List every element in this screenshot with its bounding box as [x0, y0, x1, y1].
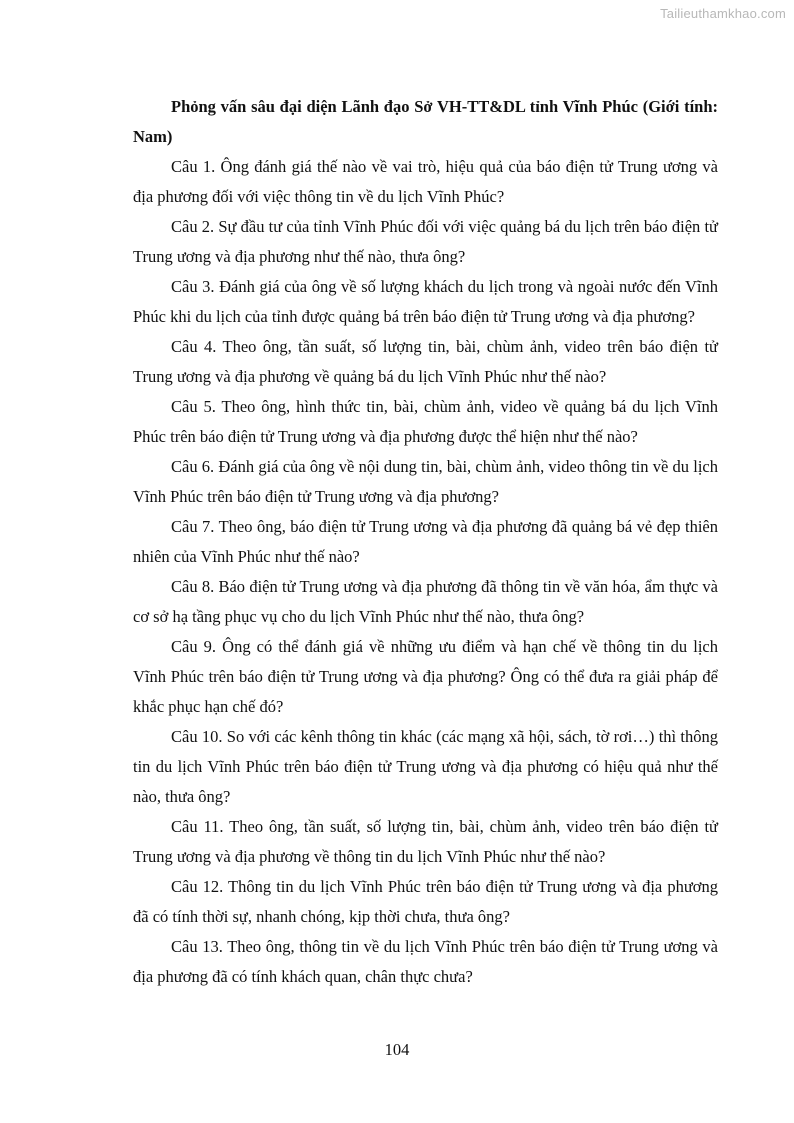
- question-9: Câu 9. Ông có thể đánh giá về những ưu điểm và hạn chế về thông tin du lịch Vĩnh Phúc trên báo điện tử Trung ương và địa phương? Ông có thể đưa ra giải pháp để khắc phục hạn chế đó?: [133, 637, 718, 716]
- question-2: Câu 2. Sự đầu tư của tỉnh Vĩnh Phúc đối với việc quảng bá du lịch trên báo điện tử Trung ương và địa phương như thế nào, thưa ông?: [133, 217, 718, 266]
- question-5: Câu 5. Theo ông, hình thức tin, bài, chùm ảnh, video về quảng bá du lịch Vĩnh Phúc trên báo điện tử Trung ương và địa phương được thể hiện như thế nào?: [133, 397, 718, 446]
- question-8: Câu 8. Báo điện tử Trung ương và địa phương đã thông tin về văn hóa, ẩm thực và cơ sở hạ tầng phục vụ cho du lịch Vĩnh Phúc như thế nào, thưa ông?: [133, 577, 718, 626]
- question-4: Câu 4. Theo ông, tần suất, số lượng tin, bài, chùm ảnh, video trên báo điện tử Trung ương và địa phương về quảng bá du lịch Vĩnh Phúc như thế nào?: [133, 337, 718, 386]
- question-1: Câu 1. Ông đánh giá thế nào về vai trò, hiệu quả của báo điện tử Trung ương và địa phương đối với việc thông tin về du lịch Vĩnh Phúc?: [133, 157, 718, 206]
- page-number: 104: [384, 1040, 410, 1059]
- question-11: Câu 11. Theo ông, tần suất, số lượng tin, bài, chùm ảnh, video trên báo điện tử Trung ương và địa phương về thông tin du lịch Vĩnh Phúc như thế nào?: [133, 817, 718, 866]
- question-13: Câu 13. Theo ông, thông tin về du lịch Vĩnh Phúc trên báo điện tử Trung ương và địa phương đã có tính khách quan, chân thực chưa?: [133, 937, 718, 986]
- question-10: Câu 10. So với các kênh thông tin khác (các mạng xã hội, sách, tờ rơi…) thì thông tin du lịch Vĩnh Phúc trên báo điện tử Trung ương và địa phương có hiệu quả như thế nào, thưa ông?: [133, 727, 718, 806]
- watermark: Tailieuthamkhao.com: [660, 6, 786, 21]
- page-heading: Phỏng vấn sâu đại diện Lãnh đạo Sở VH-TT&DL tỉnh Vĩnh Phúc (Giới tính: Nam): [133, 97, 718, 146]
- question-6: Câu 6. Đánh giá của ông về nội dung tin, bài, chùm ảnh, video thông tin về du lịch Vĩnh Phúc trên báo điện tử Trung ương và địa phương?: [133, 457, 718, 506]
- question-3: Câu 3. Đánh giá của ông về số lượng khách du lịch trong và ngoài nước đến Vĩnh Phúc khi du lịch của tỉnh được quảng bá trên báo điện tử Trung ương và địa phương?: [133, 277, 718, 326]
- document-body: [133, 92, 718, 992]
- question-12: Câu 12. Thông tin du lịch Vĩnh Phúc trên báo điện tử Trung ương và địa phương đã có tính thời sự, nhanh chóng, kịp thời chưa, thưa ông?: [133, 877, 718, 926]
- question-7: Câu 7. Theo ông, báo điện tử Trung ương và địa phương đã quảng bá vẻ đẹp thiên nhiên của Vĩnh Phúc như thế nào?: [133, 517, 718, 566]
